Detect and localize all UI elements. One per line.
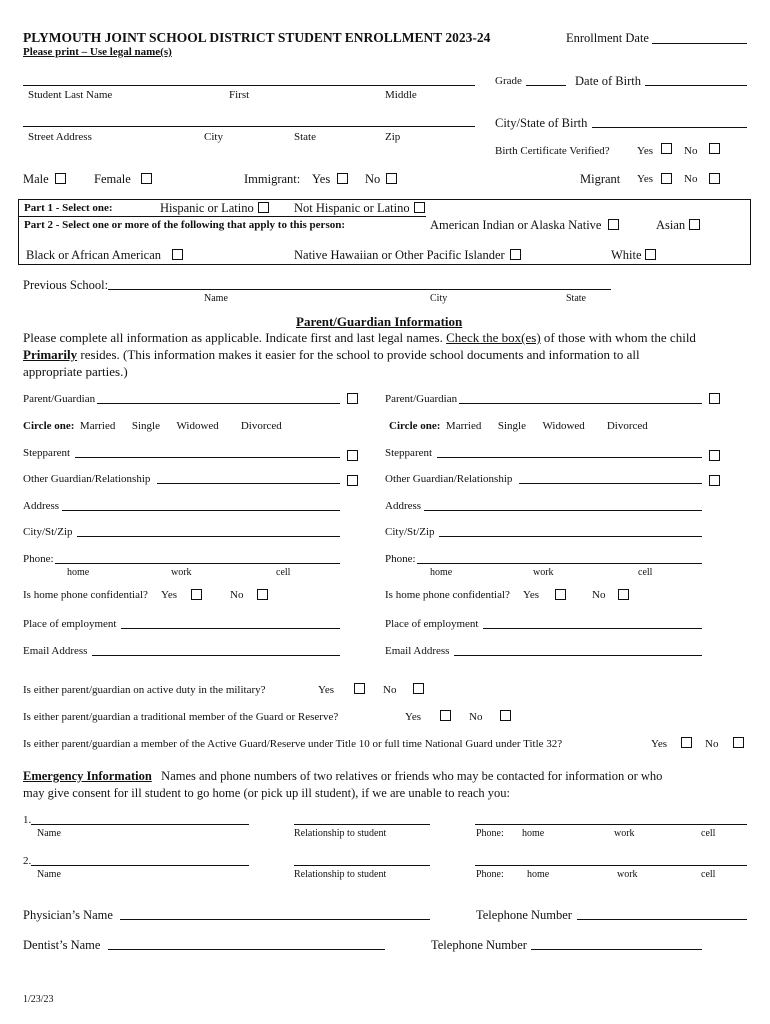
immigrant-yes-checkbox[interactable]	[337, 173, 348, 184]
parent2-label: Parent/Guardian	[385, 393, 458, 405]
address2-field[interactable]	[424, 510, 702, 511]
zip-label: Zip	[385, 131, 401, 143]
previous-school-name-label: Name	[204, 293, 228, 304]
military-q2-yes-checkbox[interactable]	[440, 710, 451, 721]
phone2-work-label: work	[533, 567, 554, 578]
other-guardian2-checkbox[interactable]	[709, 475, 720, 486]
footer-date: 1/23/23	[23, 994, 54, 1005]
other-guardian1-field[interactable]	[157, 483, 340, 484]
american-indian-label: American Indian or Alaska Native	[430, 218, 602, 232]
white-label: White	[611, 248, 642, 262]
military-q3-yes-label: Yes	[651, 738, 668, 750]
emergency2-work-label: work	[617, 869, 638, 880]
birth-cert-no-checkbox[interactable]	[709, 143, 720, 154]
employment2-field[interactable]	[483, 628, 702, 629]
form-subtitle: Please print – Use legal name(s)	[23, 46, 172, 58]
stepparent2-field[interactable]	[437, 457, 702, 458]
military-q1-yes-checkbox[interactable]	[354, 683, 365, 694]
address1-field[interactable]	[62, 510, 340, 511]
emergency2-cell-label: cell	[701, 869, 716, 880]
phone1-cell-label: cell	[276, 567, 291, 578]
military-q2-no-label: No	[469, 711, 483, 723]
stepparent2-checkbox[interactable]	[709, 450, 720, 461]
guardian-intro-line3: appropriate parties.)	[23, 364, 128, 379]
phone2-field[interactable]	[417, 563, 702, 564]
female-checkbox[interactable]	[141, 173, 152, 184]
dob-field[interactable]	[645, 85, 747, 86]
emergency-line1: Emergency Information Names and phone numbers of two relatives or friends who may be contacted for information or who	[23, 769, 663, 783]
confidential1-yes-checkbox[interactable]	[191, 589, 202, 600]
parent1-field[interactable]	[97, 403, 340, 404]
part2-label: Part 2 - Select one or more of the following that apply to this person:	[24, 219, 346, 231]
birth-cert-label: Birth Certificate Verified?	[495, 145, 610, 157]
guardian-intro-line2: Primarily resides. (This information makes it easier for the school to provide school documents and information to all	[23, 347, 640, 362]
birth-cert-yes-label: Yes	[637, 145, 654, 157]
previous-school-city-label: City	[430, 293, 448, 304]
emergency1-relationship-label: Relationship to student	[294, 828, 387, 839]
email1-label: Email Address	[23, 645, 88, 657]
stepparent1-label: Stepparent	[23, 447, 71, 459]
emergency2-phone-field[interactable]	[475, 865, 747, 866]
military-q2-yes-label: Yes	[405, 711, 422, 723]
migrant-yes-label: Yes	[637, 173, 654, 185]
parent1-label: Parent/Guardian	[23, 393, 96, 405]
asian-label: Asian	[656, 218, 686, 232]
hispanic-label: Hispanic or Latino	[160, 201, 254, 215]
military-q1-no-label: No	[383, 684, 397, 696]
confidential1-yes-label: Yes	[161, 589, 178, 601]
white-checkbox[interactable]	[645, 249, 656, 260]
military-q1: Is either parent/guardian on active duty in the military?	[23, 684, 266, 696]
confidential1-no-checkbox[interactable]	[257, 589, 268, 600]
female-label: Female	[94, 172, 131, 186]
emergency1-home-label: home	[522, 828, 545, 839]
street-address-label: Street Address	[28, 131, 92, 143]
emergency2-name-field[interactable]	[31, 865, 249, 866]
stepparent1-field[interactable]	[75, 457, 340, 458]
emergency1-work-label: work	[614, 828, 635, 839]
street-address-field[interactable]	[23, 126, 475, 127]
military-q3: Is either parent/guardian a member of the Active Guard/Reserve under Title 10 or full time National Guard under Title 32?	[23, 738, 563, 750]
previous-school-label: Previous School:	[23, 278, 109, 292]
black-checkbox[interactable]	[172, 249, 183, 260]
emergency2-relationship-label: Relationship to student	[294, 869, 387, 880]
city-st-zip1-label: City/St/Zip	[23, 526, 73, 538]
address1-label: Address	[23, 500, 60, 512]
confidential1-label: Is home phone confidential?	[23, 589, 148, 601]
form-title: PLYMOUTH JOINT SCHOOL DISTRICT STUDENT ENROLLMENT 2023-24	[23, 30, 491, 45]
previous-school-state-label: State	[566, 293, 586, 304]
parent2-checkbox[interactable]	[709, 393, 720, 404]
emergency1-phone-label: Phone:	[476, 828, 504, 839]
part1-label: Part 1 - Select one:	[24, 202, 113, 214]
student-middle-label: Middle	[385, 89, 417, 101]
hawaiian-checkbox[interactable]	[510, 249, 521, 260]
military-q2-no-checkbox[interactable]	[500, 710, 511, 721]
employment1-field[interactable]	[121, 628, 340, 629]
parent1-checkbox[interactable]	[347, 393, 358, 404]
other-guardian2-label: Other Guardian/Relationship	[385, 473, 513, 485]
email2-field[interactable]	[454, 655, 702, 656]
other-guardian2-field[interactable]	[519, 483, 702, 484]
student-first-label: First	[229, 89, 250, 101]
phone2-cell-label: cell	[638, 567, 653, 578]
phone1-home-label: home	[67, 567, 90, 578]
emergency2-phone-label: Phone:	[476, 869, 504, 880]
parent2-field[interactable]	[459, 403, 702, 404]
emergency2-name-label: Name	[37, 869, 61, 880]
migrant-yes-checkbox[interactable]	[661, 173, 672, 184]
phone1-label: Phone:	[23, 553, 54, 565]
state-label: State	[294, 131, 316, 143]
previous-school-field[interactable]	[108, 289, 611, 290]
emergency2-number: 2.	[23, 855, 32, 867]
employment1-label: Place of employment	[23, 618, 117, 630]
city-st-zip2-label: City/St/Zip	[385, 526, 435, 538]
city-state-birth-field[interactable]	[592, 127, 747, 128]
immigrant-label: Immigrant:	[244, 172, 301, 186]
hispanic-checkbox[interactable]	[258, 202, 269, 213]
migrant-no-label: No	[684, 173, 698, 185]
immigrant-no-label: No	[365, 172, 381, 186]
address2-label: Address	[385, 500, 422, 512]
stepparent1-checkbox[interactable]	[347, 450, 358, 461]
email1-field[interactable]	[92, 655, 340, 656]
parent2-marital: Circle one: Married Single Widowed Divorced	[389, 420, 648, 432]
confidential1-no-label: No	[230, 589, 244, 601]
not-hispanic-label: Not Hispanic or Latino	[294, 201, 410, 215]
male-label: Male	[23, 172, 49, 186]
guardian-intro-line1: Please complete all information as applicable. Indicate first and last legal names. Check the box(es) of those with whom the child	[23, 330, 696, 345]
phone2-label: Phone:	[385, 553, 416, 565]
military-q1-yes-label: Yes	[318, 684, 335, 696]
student-last-name-label: Student Last Name	[28, 89, 113, 101]
not-hispanic-checkbox[interactable]	[414, 202, 425, 213]
emergency2-relationship-field[interactable]	[294, 865, 430, 866]
asian-checkbox[interactable]	[689, 219, 700, 230]
emergency1-name-field[interactable]	[31, 824, 249, 825]
emergency2-home-label: home	[527, 869, 550, 880]
military-q3-yes-checkbox[interactable]	[681, 737, 692, 748]
emergency1-number: 1.	[23, 814, 32, 826]
male-checkbox[interactable]	[55, 173, 66, 184]
hawaiian-label: Native Hawaiian or Other Pacific Islander	[294, 248, 505, 262]
physician-telephone-field[interactable]	[577, 919, 747, 920]
dentist-telephone-field[interactable]	[531, 949, 702, 950]
military-q2: Is either parent/guardian a traditional member of the Guard or Reserve?	[23, 711, 339, 723]
confidential2-no-checkbox[interactable]	[618, 589, 629, 600]
emergency-line2: may give consent for ill student to go home (or pick up ill student), if we are unable to reach you:	[23, 786, 511, 800]
birth-cert-no-label: No	[684, 145, 698, 157]
city-state-birth-label: City/State of Birth	[495, 116, 588, 130]
parent1-marital: Circle one: Married Single Widowed Divorced	[23, 420, 282, 432]
physician-label: Physician’s Name	[23, 908, 113, 922]
birth-cert-yes-checkbox[interactable]	[661, 143, 672, 154]
military-q3-no-label: No	[705, 738, 719, 750]
city-st-zip2-field[interactable]	[439, 536, 702, 537]
american-indian-checkbox[interactable]	[608, 219, 619, 230]
grade-field[interactable]	[526, 85, 566, 86]
emergency1-cell-label: cell	[701, 828, 716, 839]
stepparent2-label: Stepparent	[385, 447, 433, 459]
guardian-heading: Parent/Guardian Information	[296, 314, 463, 329]
physician-telephone-label: Telephone Number	[476, 908, 572, 922]
phone1-field[interactable]	[55, 563, 340, 564]
dentist-label: Dentist’s Name	[23, 938, 101, 952]
immigrant-no-checkbox[interactable]	[386, 173, 397, 184]
physician-field[interactable]	[120, 919, 430, 920]
confidential2-yes-checkbox[interactable]	[555, 589, 566, 600]
migrant-no-checkbox[interactable]	[709, 173, 720, 184]
enrollment-date-field[interactable]	[652, 43, 747, 44]
phone1-work-label: work	[171, 567, 192, 578]
student-name-field[interactable]	[23, 85, 475, 86]
employment2-label: Place of employment	[385, 618, 479, 630]
emergency1-relationship-field[interactable]	[294, 824, 430, 825]
part1-divider	[18, 216, 426, 217]
military-q3-no-checkbox[interactable]	[733, 737, 744, 748]
dentist-telephone-label: Telephone Number	[431, 938, 527, 952]
city-st-zip1-field[interactable]	[77, 536, 340, 537]
grade-label: Grade	[495, 75, 522, 87]
military-q1-no-checkbox[interactable]	[413, 683, 424, 694]
dentist-field[interactable]	[108, 949, 385, 950]
other-guardian1-label: Other Guardian/Relationship	[23, 473, 151, 485]
migrant-label: Migrant	[580, 172, 621, 186]
confidential2-yes-label: Yes	[523, 589, 540, 601]
city-label: City	[204, 131, 223, 143]
immigrant-yes-label: Yes	[312, 172, 331, 186]
dob-label: Date of Birth	[575, 74, 641, 88]
enrollment-date-label: Enrollment Date	[566, 31, 649, 45]
confidential2-no-label: No	[592, 589, 606, 601]
phone2-home-label: home	[430, 567, 453, 578]
emergency1-name-label: Name	[37, 828, 61, 839]
confidential2-label: Is home phone confidential?	[385, 589, 510, 601]
email2-label: Email Address	[385, 645, 450, 657]
black-label: Black or African American	[26, 248, 162, 262]
other-guardian1-checkbox[interactable]	[347, 475, 358, 486]
emergency1-phone-field[interactable]	[475, 824, 747, 825]
